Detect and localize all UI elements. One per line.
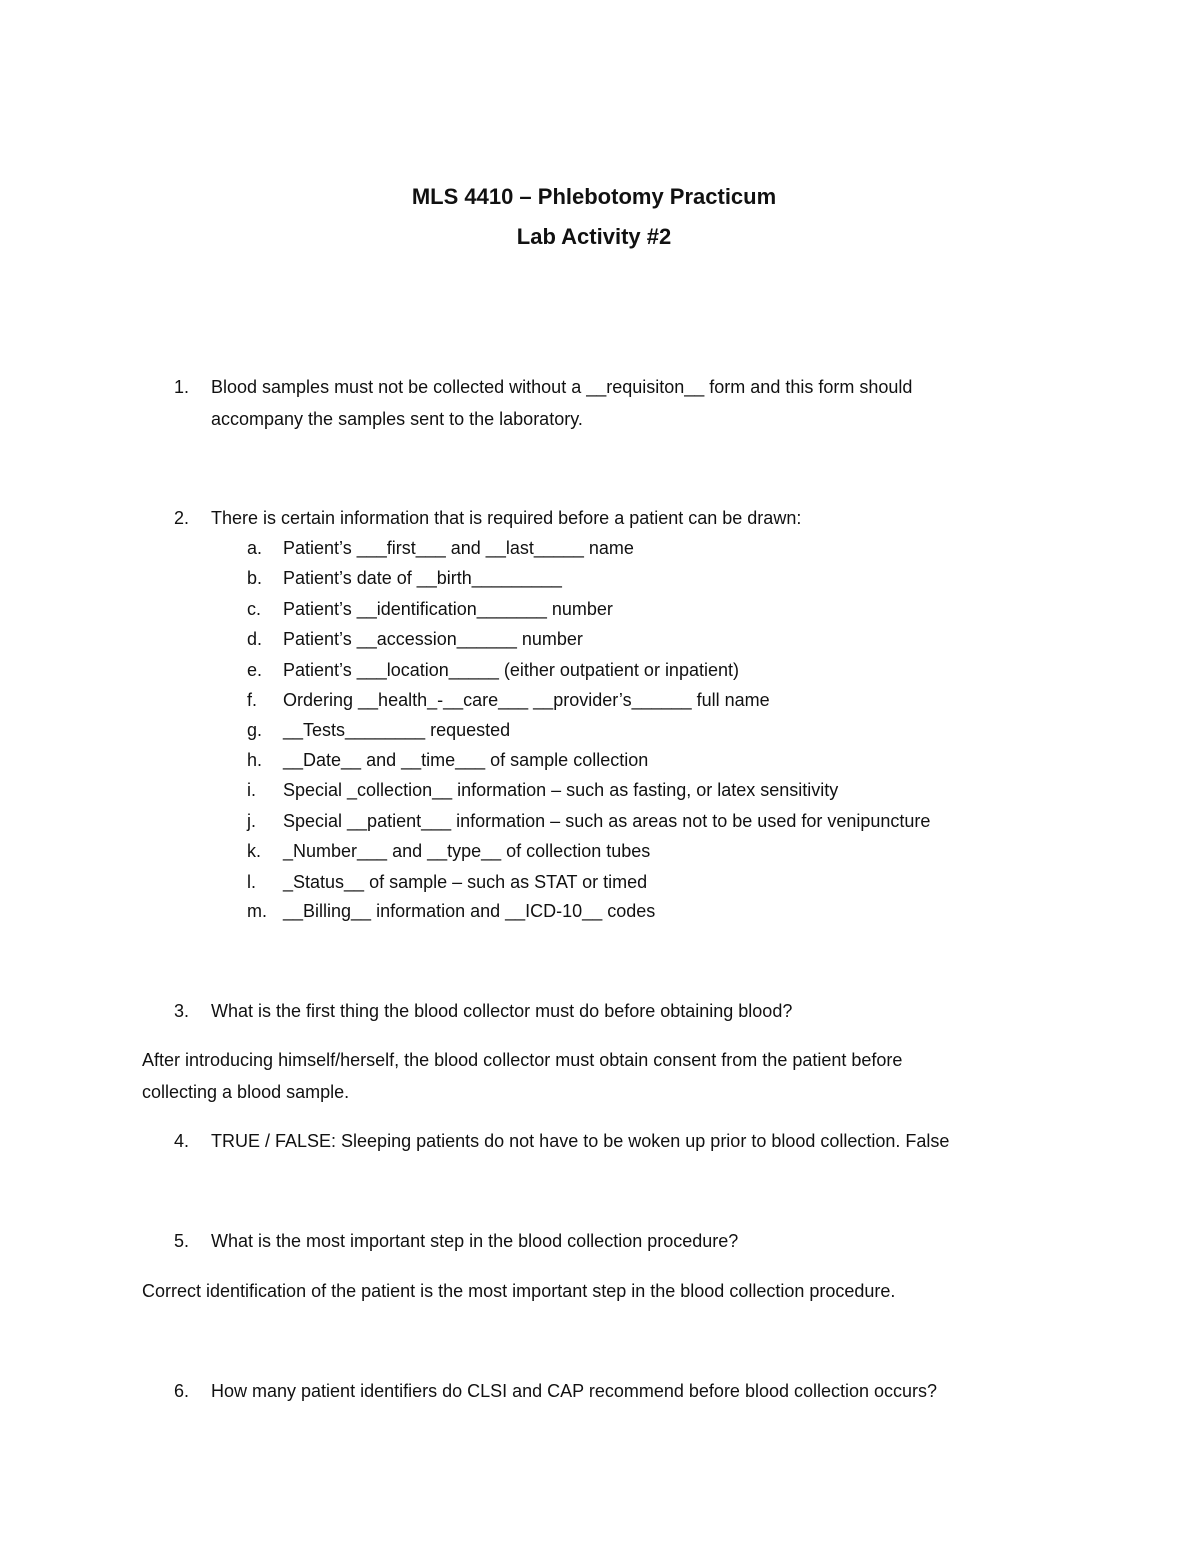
list-item: Patient’s ___first___ and __last_____ name [283,538,634,558]
list-item-letter: e. [247,660,263,680]
question-3-text: What is the first thing the blood collector must do before obtaining blood? [211,1001,793,1021]
question-1-number: 1. [174,377,190,397]
list-item-letter: m. [247,901,267,921]
question-3-answer-line-2: collecting a blood sample. [142,1082,350,1102]
question-4-number: 4. [174,1131,190,1151]
question-5-number: 5. [174,1231,190,1251]
question-2-number: 2. [174,508,190,528]
list-item: _Status__ of sample – such as STAT or timed [283,872,648,892]
list-item: Patient’s __accession______ number [283,629,583,649]
document-subtitle: Lab Activity #2 [516,224,672,249]
question-2-text: There is certain information that is required before a patient can be drawn: [211,508,802,528]
list-item: __Billing__ information and __ICD-10__ codes [283,901,656,921]
list-item: Patient’s __identification_______ number [283,599,613,619]
list-item-letter: b. [247,568,263,588]
list-item: Patient’s date of __birth_________ [283,568,562,588]
list-item: Ordering __health_-__care___ __provider’s______ full name [283,690,770,710]
question-5-text: What is the most important step in the blood collection procedure? [211,1231,739,1251]
list-item-letter: h. [247,750,263,770]
list-item: _Number___ and __type__ of collection tubes [283,841,651,861]
list-item-letter: a. [247,538,263,558]
list-item: Special _collection__ information – such as fasting, or latex sensitivity [283,780,839,800]
document-title: MLS 4410 – Phlebotomy Practicum [411,184,777,209]
list-item: Special __patient___ information – such as areas not to be used for venipuncture [283,811,931,831]
question-1-line-1: Blood samples must not be collected without a __requisiton__ form and this form should [211,377,913,397]
list-item-letter: j. [247,811,256,831]
list-item: __Date__ and __time___ of sample collection [283,750,649,770]
list-item: __Tests________ requested [283,720,511,740]
list-item-letter: i. [247,780,256,800]
list-item-letter: k. [247,841,262,861]
list-item-letter: f. [247,690,258,710]
list-item-letter: l. [247,872,256,892]
question-5-answer: Correct identification of the patient is the most important step in the blood collection procedure. [142,1281,896,1301]
list-item-letter: d. [247,629,263,649]
question-4-text: TRUE / FALSE: Sleeping patients do not have to be woken up prior to blood collection. False [211,1131,950,1151]
list-item-letter: g. [247,720,263,740]
question-3-number: 3. [174,1001,190,1021]
question-1-line-2: accompany the samples sent to the laboratory. [211,409,583,429]
list-item-letter: c. [247,599,262,619]
list-item: Patient’s ___location_____ (either outpatient or inpatient) [283,660,739,680]
question-6-text: How many patient identifiers do CLSI and CAP recommend before blood collection occurs? [211,1381,938,1401]
question-6-number: 6. [174,1381,190,1401]
question-3-answer-line-1: After introducing himself/herself, the blood collector must obtain consent from the patient before [142,1050,903,1070]
